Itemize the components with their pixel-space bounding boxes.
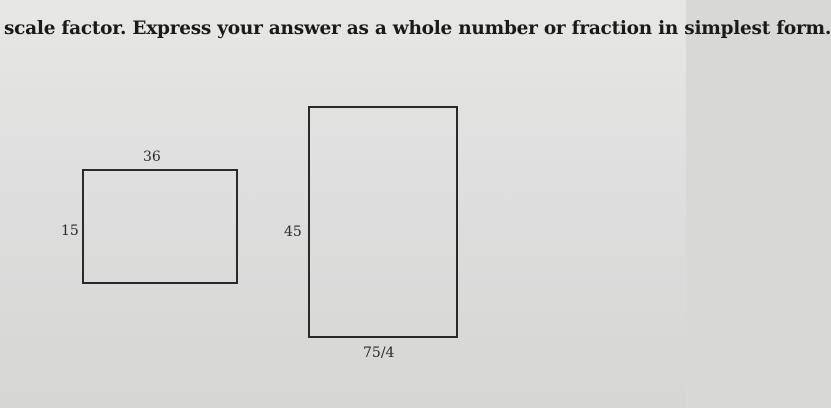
small-rectangle xyxy=(82,169,238,284)
large-rectangle-left-label: 45 xyxy=(284,224,302,240)
instruction-text: scale factor. Express your answer as a whole number or fraction in simplest form. xyxy=(4,18,831,39)
small-rectangle-left-label: 15 xyxy=(61,223,79,239)
large-rectangle-bottom-label: 75/4 xyxy=(363,345,395,361)
small-rectangle-top-label: 36 xyxy=(143,149,161,165)
large-rectangle xyxy=(308,106,458,338)
